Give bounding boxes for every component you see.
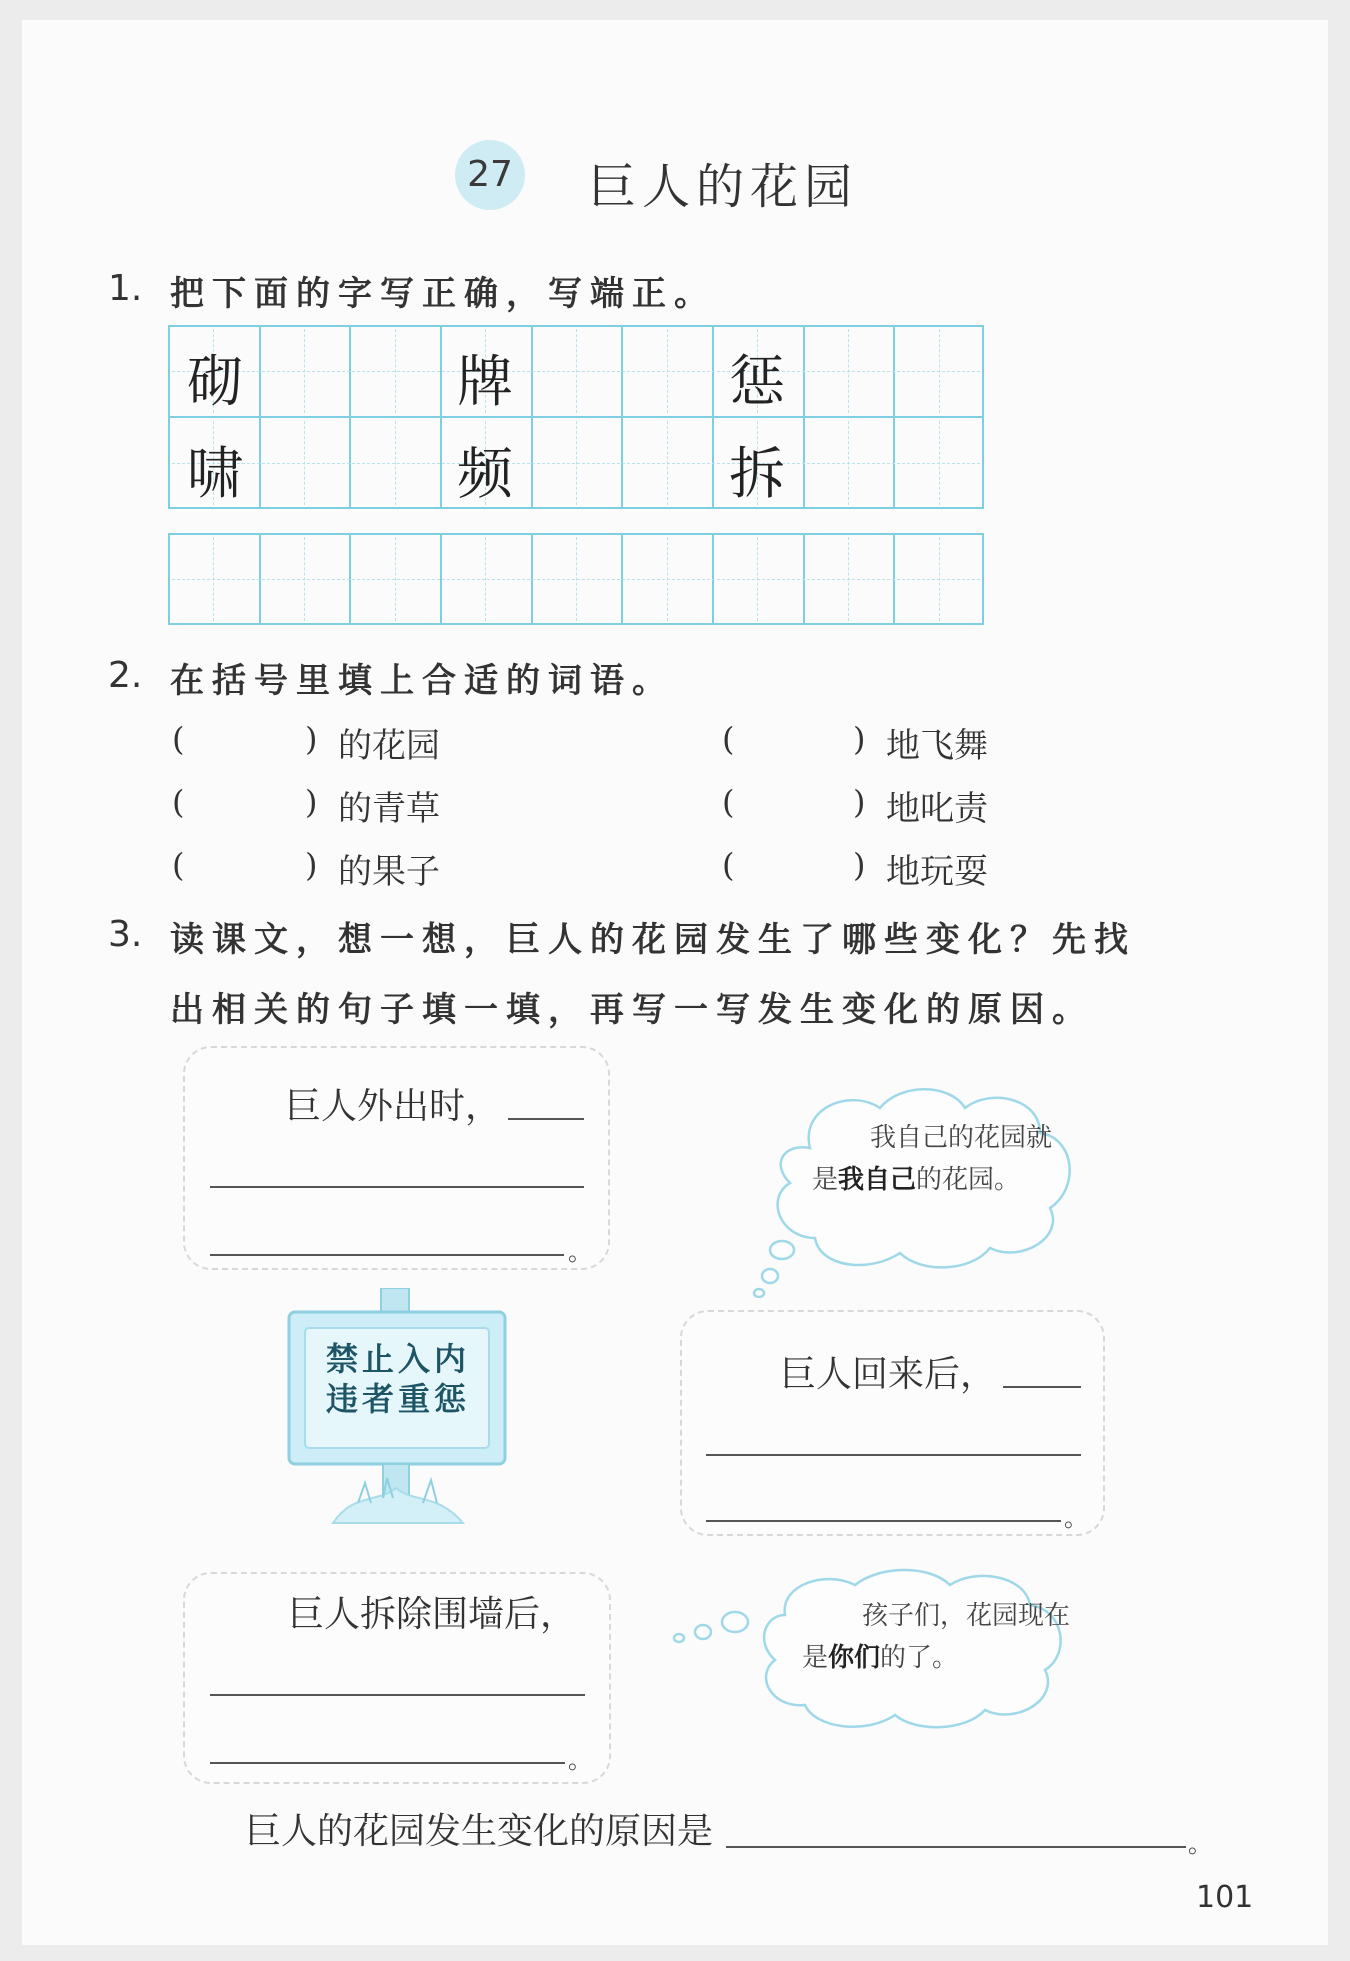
sign-line-2: 违者重惩 [325, 1380, 470, 1418]
period-mark: 。 [1188, 1830, 1212, 1858]
grid-column-divider [349, 325, 351, 509]
paren-open: ( [172, 846, 185, 884]
cloud-2-line-2-post: 的了。 [880, 1643, 959, 1673]
question-1-text: 把下面的字写正确，写端正。 [170, 274, 716, 314]
grid-column-divider [893, 325, 895, 509]
answer-line[interactable] [210, 1186, 584, 1188]
answer-line[interactable] [210, 1762, 565, 1764]
reason-prompt: 巨人的花园发生变化的原因是 [245, 1811, 714, 1852]
paren-close: ) [305, 783, 318, 821]
paren-open: ( [722, 720, 735, 758]
character-4: 啸 [187, 442, 243, 507]
question-2-number: 2. [108, 655, 143, 696]
grid-guide-line [172, 579, 980, 580]
period-mark: 。 [568, 1238, 592, 1266]
grid-guide-line [172, 371, 980, 372]
question-1-number: 1. [108, 268, 143, 309]
lesson-number-badge: 27 [455, 140, 525, 210]
phrase-left-3: 的果子 [338, 852, 440, 892]
cloud-2-line-1: 孩子们，花园现在 [862, 1601, 1071, 1631]
phrase-left-1: 的花园 [338, 726, 440, 766]
cloud-1-emphasis: 我自己 [838, 1165, 917, 1195]
character-2: 牌 [457, 350, 513, 415]
cloud-1-line-2 [812, 1160, 1020, 1200]
answer-line[interactable] [706, 1454, 1081, 1456]
answer-box-return [680, 1310, 1105, 1536]
phrase-right-1: 地飞舞 [886, 726, 988, 766]
cloud-1-line-2-post: 的花园。 [916, 1165, 1021, 1195]
paren-close: ) [853, 720, 866, 758]
cloud-2-emphasis: 你们 [828, 1643, 881, 1673]
paren-close: ) [853, 783, 866, 821]
phrase-left-2: 的青草 [338, 789, 440, 829]
paren-open: ( [172, 720, 185, 758]
paren-open: ( [172, 783, 185, 821]
grid-column-divider [803, 325, 805, 509]
answer-line[interactable] [706, 1520, 1061, 1522]
question-3-number: 3. [108, 914, 143, 955]
period-mark: 。 [1064, 1504, 1088, 1532]
question-3-line-1: 读课文，想一想，巨人的花园发生了哪些变化？先找 [170, 920, 1136, 960]
lesson-title: 巨人的花园 [588, 159, 859, 215]
box-1-prompt: 巨人外出时， [285, 1086, 502, 1127]
grid-guide-line [172, 463, 980, 464]
answer-line[interactable] [210, 1694, 585, 1696]
phrase-right-3: 地玩耍 [886, 852, 988, 892]
answer-line[interactable] [210, 1254, 564, 1256]
character-3: 惩 [729, 350, 785, 415]
box-3-prompt: 巨人拆除围墙后， [288, 1594, 577, 1635]
cloud-2-line-2 [802, 1638, 958, 1678]
grid-column-divider [531, 325, 533, 509]
period-mark: 。 [568, 1746, 592, 1774]
paren-open: ( [722, 783, 735, 821]
reason-answer-line[interactable] [726, 1846, 1186, 1848]
paren-close: ) [853, 846, 866, 884]
sign-line-1: 禁止入内 [325, 1340, 470, 1378]
grid-row-divider [168, 416, 984, 418]
cloud-2-line-2-pre: 是 [802, 1643, 829, 1673]
paren-close: ) [305, 720, 318, 758]
character-5: 频 [457, 442, 513, 507]
character-6: 拆 [729, 442, 785, 507]
paren-close: ) [305, 846, 318, 884]
cloud-1-line-1: 我自己的花园就 [870, 1123, 1053, 1153]
box-2-prompt: 巨人回来后， [780, 1354, 997, 1395]
paren-open: ( [722, 846, 735, 884]
phrase-right-2: 地叱责 [886, 789, 988, 829]
character-1: 砌 [187, 350, 243, 415]
cloud-1-line-2-pre: 是 [812, 1165, 839, 1195]
question-3-line-2: 出相关的句子填一填，再写一写发生变化的原因。 [170, 990, 1094, 1030]
question-2-text: 在括号里填上合适的词语。 [170, 661, 674, 701]
answer-line[interactable] [1003, 1386, 1081, 1388]
grid-column-divider [621, 325, 623, 509]
page-number: 101 [1196, 1880, 1254, 1915]
answer-line[interactable] [508, 1118, 584, 1120]
